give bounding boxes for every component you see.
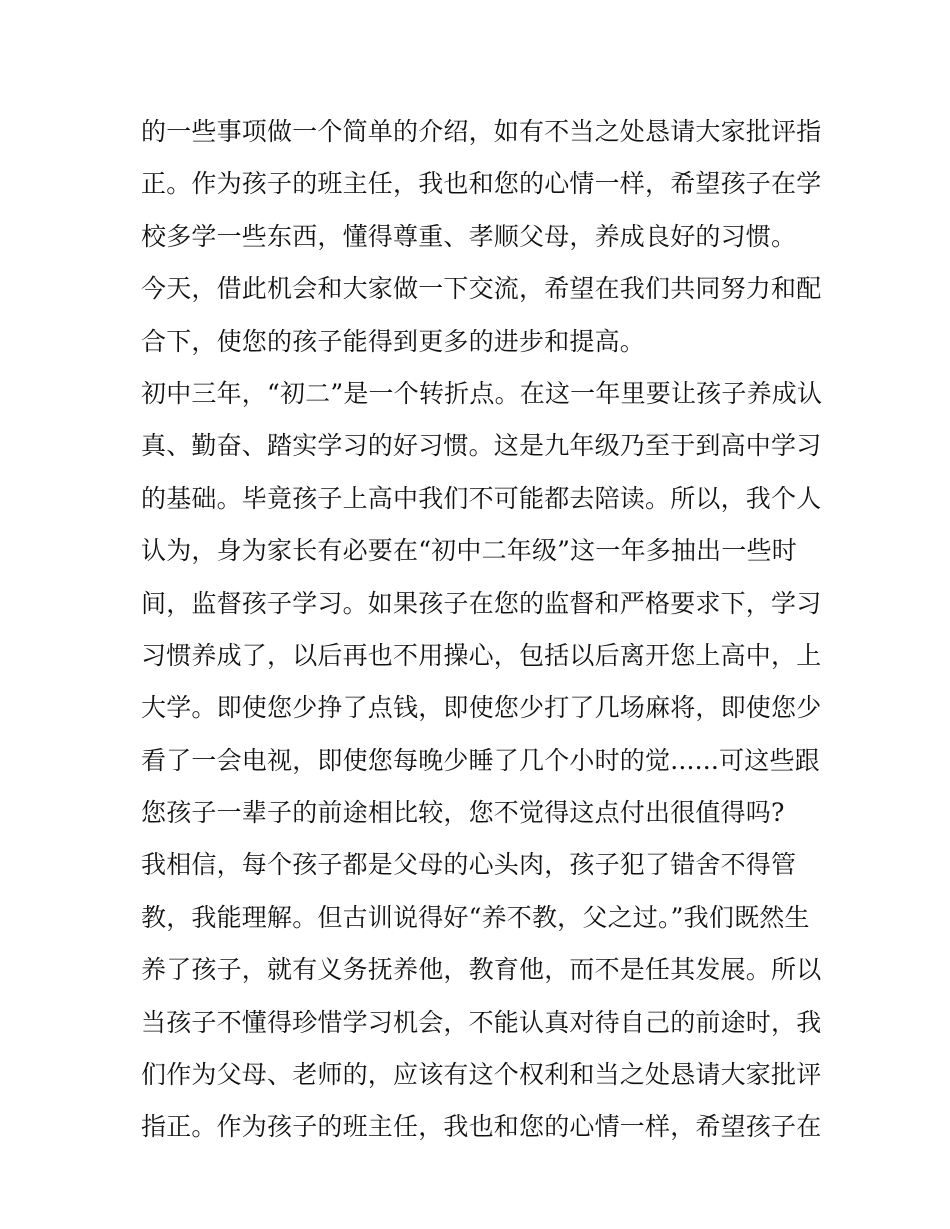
text-line-11: 习惯养成了，以后再也不用操心，包括以后离开您上高中，上: [141, 640, 822, 670]
text-line-2: 正。作为孩子的班主任，我也和您的心情一样，希望孩子在学: [141, 169, 822, 199]
text-line-5: 合下，使您的孩子能得到更多的进步和提高。: [141, 326, 646, 356]
text-line-9: 认为，身为家长有必要在“初中二年级”这一年多抽出一些时: [141, 536, 797, 566]
text-line-16: 教，我能理解。但古训说得好“养不教，父之过。”我们既然生: [141, 902, 810, 932]
text-line-3: 校多学一些东西，懂得尊重、孝顺父母，养成良好的习惯。: [141, 221, 797, 251]
text-line-7: 真、勤奋、踏实学习的好习惯。这是九年级乃至于到高中学习: [141, 431, 822, 461]
text-line-14: 您孩子一辈子的前途相比较，您不觉得这点付出很值得吗?: [141, 798, 785, 828]
text-line-17: 养了孩子，就有义务抚养他，教育他，而不是任其发展。所以: [141, 955, 822, 985]
text-line-15: 我相信，每个孩子都是父母的心头肉，孩子犯了错舍不得管: [141, 850, 797, 880]
text-line-1: 的一些事项做一个简单的介绍，如有不当之处恳请大家批评指: [141, 117, 822, 146]
body-text: [141, 106, 821, 1154]
text-line-20: 指正。作为孩子的班主任，我也和您的心情一样，希望孩子在: [141, 1112, 822, 1142]
text-line-8: 的基础。毕竟孩子上高中我们不可能都去陪读。所以，我个人: [141, 483, 822, 513]
text-line-4: 今天，借此机会和大家做一下交流，希望在我们共同努力和配: [141, 274, 822, 304]
text-line-18: 当孩子不懂得珍惜学习机会，不能认真对待自己的前途时，我: [141, 1007, 822, 1037]
text-line-13: 看了一会电视，即使您每晚少睡了几个小时的觉......可这些跟: [141, 745, 820, 775]
text-line-19: 们作为父母、老师的，应该有这个权利和当之处恳请大家批评: [141, 1060, 822, 1090]
text-line-6: 初中三年，“初二”是一个转折点。在这一年里要让孩子养成认: [141, 378, 823, 408]
text-line-12: 大学。即使您少挣了点钱，即使您少打了几场麻将，即使您少: [141, 693, 822, 723]
text-line-10: 间，监督孩子学习。如果孩子在您的监督和严格要求下，学习: [141, 588, 822, 618]
